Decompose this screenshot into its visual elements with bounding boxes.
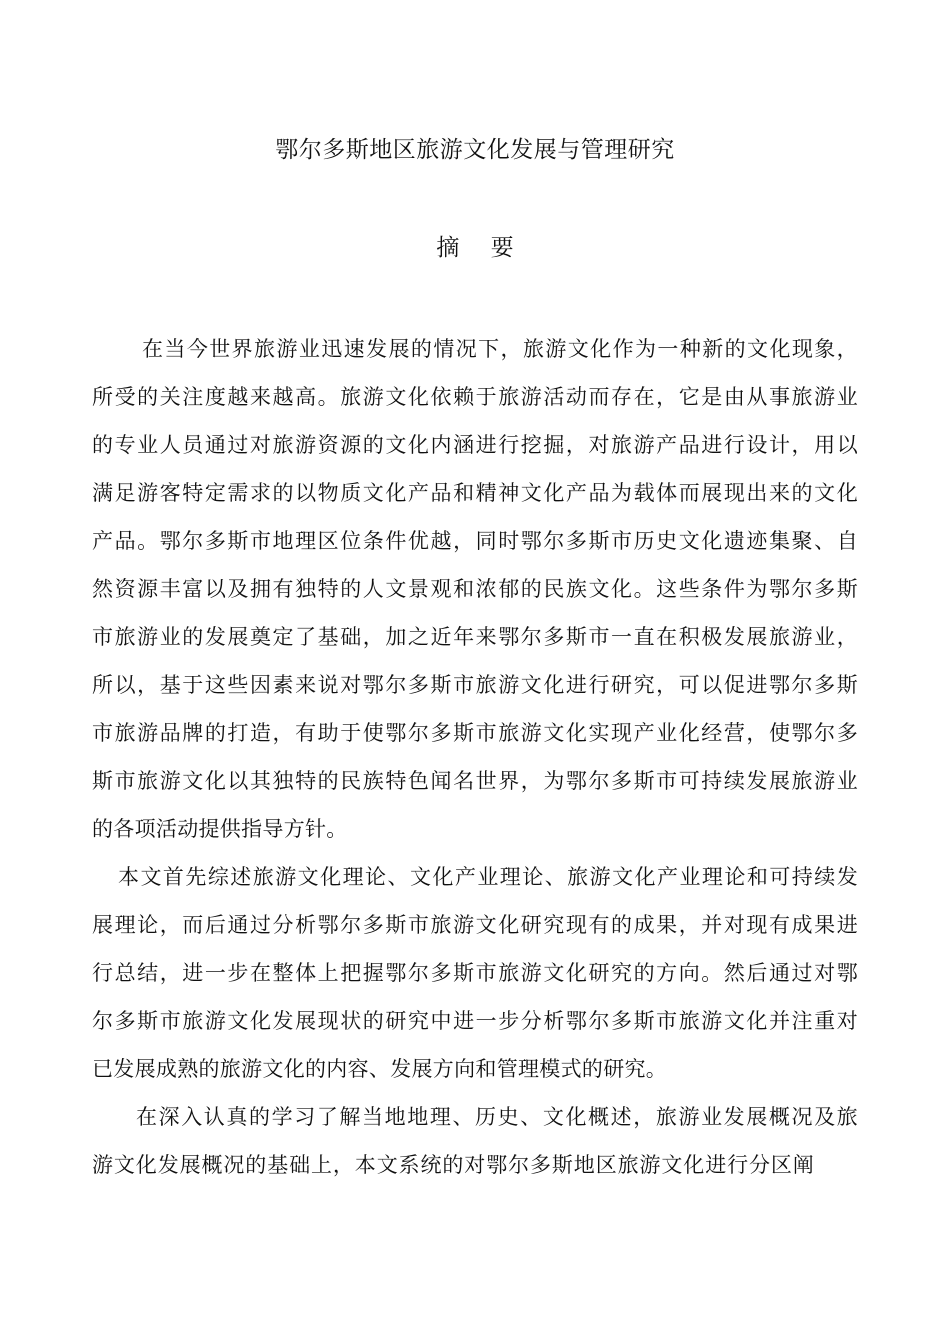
- text-line: 所受的关注度越来越高。旅游文化依赖于旅游活动而存在，它是由从事旅游业: [92, 385, 858, 409]
- text-line: 在当今世界旅游业迅速发展的情况下，旅游文化作为一种新的文化现象，: [142, 337, 858, 361]
- text-line: 尔多斯市旅游文化发展现状的研究中进一步分析鄂尔多斯市旅游文化并注重对: [92, 1009, 858, 1033]
- text-line: 展理论，而后通过分析鄂尔多斯市旅游文化研究现有的成果，并对现有成果进: [92, 913, 858, 937]
- text-line: 已发展成熟的旅游文化的内容、发展方向和管理模式的研究。: [92, 1057, 668, 1081]
- text-line: 市旅游业的发展奠定了基础，加之近年来鄂尔多斯市一直在积极发展旅游业，: [92, 625, 858, 649]
- text-line: 满足游客特定需求的以物质文化产品和精神文化产品为载体而展现出来的文化: [92, 481, 858, 505]
- text-line: 行总结，进一步在整体上把握鄂尔多斯市旅游文化研究的方向。然后通过对鄂: [92, 961, 858, 985]
- text-line: 市旅游品牌的打造，有助于使鄂尔多斯市旅游文化实现产业化经营，使鄂尔多: [92, 721, 858, 745]
- text-line: 在深入认真的学习了解当地地理、历史、文化概述，旅游业发展概况及旅: [136, 1105, 858, 1129]
- text-line: 斯市旅游文化以其独特的民族特色闻名世界，为鄂尔多斯市可持续发展旅游业: [92, 769, 858, 793]
- text-line: 的专业人员通过对旅游资源的文化内涵进行挖掘，对旅游产品进行设计，用以: [92, 433, 858, 457]
- text-line: 产品。鄂尔多斯市地理区位条件优越，同时鄂尔多斯市历史文化遗迹集聚、自: [92, 529, 858, 553]
- text-line: 的各项活动提供指导方针。: [92, 817, 348, 841]
- abstract-body: [92, 330, 858, 1194]
- text-line: 然资源丰富以及拥有独特的人文景观和浓郁的民族文化。这些条件为鄂尔多斯: [92, 577, 858, 601]
- text-line: 本文首先综述旅游文化理论、文化产业理论、旅游文化产业理论和可持续发: [118, 865, 858, 889]
- text-line: 所以，基于这些因素来说对鄂尔多斯市旅游文化进行研究，可以促进鄂尔多斯: [92, 673, 858, 697]
- abstract-heading: 摘 要: [436, 235, 526, 261]
- text-line: 游文化发展概况的基础上，本文系统的对鄂尔多斯地区旅游文化进行分区阐: [92, 1153, 815, 1177]
- document-title: 鄂尔多斯地区旅游文化发展与管理研究: [275, 137, 675, 163]
